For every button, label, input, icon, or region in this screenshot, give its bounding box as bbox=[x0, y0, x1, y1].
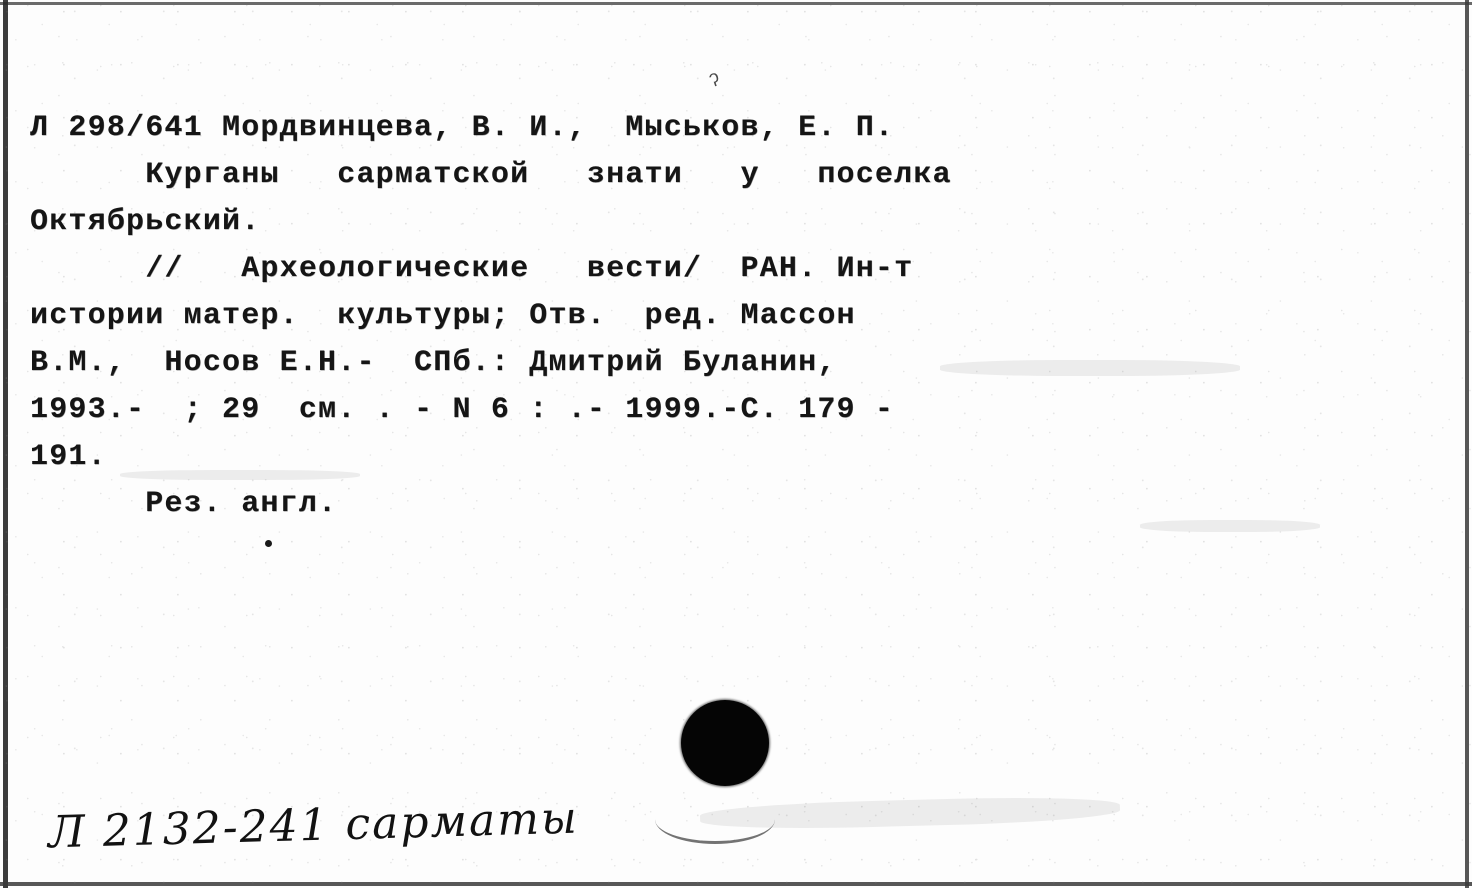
scan-edge-top bbox=[0, 2, 1472, 5]
scan-edge-bottom bbox=[0, 882, 1472, 886]
handwritten-note: Л 2132-241 сарматы bbox=[47, 792, 580, 859]
scan-edge-left bbox=[3, 0, 8, 888]
record-line: 1993.- ; 29 см. . - N 6 : .- 1999.-С. 179 - bbox=[30, 393, 895, 427]
record-line: Рез. англ. bbox=[30, 487, 338, 521]
punch-hole-arc bbox=[655, 795, 775, 844]
tick-mark-icon: ʔ bbox=[707, 70, 724, 94]
punch-hole-icon bbox=[681, 700, 769, 786]
record-line: Октябрьский. bbox=[30, 205, 261, 239]
record-line: Курганы сарматской знати у поселка bbox=[30, 158, 952, 192]
bibliographic-record bbox=[30, 105, 1430, 528]
ink-dot bbox=[265, 540, 272, 547]
record-line: В.М., Носов Е.Н.- СПб.: Дмитрий Буланин, bbox=[30, 346, 837, 380]
record-line: истории матер. культуры; Отв. ред. Массон bbox=[30, 299, 856, 333]
record-line: Л 298/641 Мордвинцева, В. И., Мыськов, Е. П. bbox=[30, 111, 895, 145]
record-line: 191. bbox=[30, 440, 107, 474]
scan-edge-right bbox=[1465, 0, 1469, 888]
record-line: // Археологические вести/ РАН. Ин-т bbox=[30, 252, 914, 286]
